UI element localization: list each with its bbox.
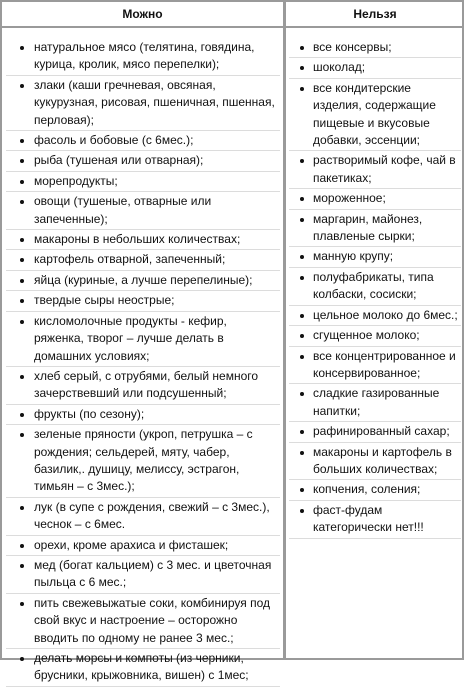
- allowed-item: макароны в небольших количествах;: [6, 230, 280, 250]
- forbidden-item: сладкие газированные напитки;: [289, 384, 461, 422]
- allowed-item: картофель отварной, запеченный;: [6, 250, 280, 270]
- header-divider: [2, 26, 462, 28]
- allowed-item: орехи, кроме арахиса и фисташек;: [6, 536, 280, 556]
- allowed-item: зеленые пряности (укроп, петрушка – с рождения; сельдерей, мяту, чабер, базилик,. душицу, мелиссу, эстрагон, тимьян – с 3мес.);: [6, 425, 280, 498]
- allowed-item: хлеб серый, с отрубями, белый немного зачерствевший или подсушенный;: [6, 367, 280, 405]
- allowed-item: фасоль и бобовые (с 6мес.);: [6, 131, 280, 151]
- allowed-item: яйца (куриные, а лучше перепелиные);: [6, 271, 280, 291]
- header-allowed: Можно: [122, 7, 163, 21]
- forbidden-item: полуфабрикаты, типа колбаски, сосиски;: [289, 268, 461, 306]
- forbidden-item: фаст-фудам категорически нет!!!: [289, 501, 461, 539]
- forbidden-item: макароны и картофель в больших количествах;: [289, 443, 461, 481]
- allowed-item: злаки (каши гречневая, овсяная, кукурузная, рисовая, пшеничная, пшенная, перловая);: [6, 76, 280, 131]
- allowed-item: мед (богат кальцием) с 3 мес. и цветочная пыльца с 6 мес.;: [6, 556, 280, 594]
- forbidden-item: маргарин, майонез, плавленые сырки;: [289, 210, 461, 248]
- forbidden-item: растворимый кофе, чай в пакетиках;: [289, 151, 461, 189]
- allowed-item: пить свежевыжатые соки, комбинируя под свой вкус и настроение – осторожно вводить по одному не ранее 3 мес.;: [6, 594, 280, 649]
- forbidden-item: рафинированный сахар;: [289, 422, 461, 442]
- allowed-list: [6, 38, 280, 687]
- forbidden-list: [289, 38, 461, 539]
- allowed-item: лук (в супе с рождения, свежий – с 3мес.), чеснок – с 6мес.: [6, 498, 280, 536]
- forbidden-item: мороженное;: [289, 189, 461, 209]
- forbidden-item: все кондитерские изделия, содержащие пищевые и вкусовые добавки, эссенции;: [289, 79, 461, 152]
- allowed-item: твердые сыры неострые;: [6, 291, 280, 311]
- forbidden-item: копчения, соления;: [289, 480, 461, 500]
- allowed-item: фрукты (по сезону);: [6, 405, 280, 425]
- allowed-item: делать морсы и компоты (из черники, брусники, крыжовника, вишен) с 1мес;: [6, 649, 280, 687]
- forbidden-item: сгущенное молоко;: [289, 326, 461, 346]
- forbidden-item: цельное молоко до 6мес.;: [289, 306, 461, 326]
- forbidden-item: все консервы;: [289, 38, 461, 58]
- header-forbidden: Нельзя: [353, 7, 397, 21]
- allowed-item: натуральное мясо (телятина, говядина, курица, кролик, мясо перепелки);: [6, 38, 280, 76]
- forbidden-item: манную крупу;: [289, 247, 461, 267]
- allowed-item: рыба (тушеная или отварная);: [6, 151, 280, 171]
- column-divider: [283, 2, 286, 658]
- allowed-item: овощи (тушеные, отварные или запеченные);: [6, 192, 280, 230]
- forbidden-item: все концентрированное и консервированное;: [289, 347, 461, 385]
- forbidden-item: шоколад;: [289, 58, 461, 78]
- allowed-item: кисломолочные продукты - кефир, ряженка, творог – лучше делать в домашних условиях;: [6, 312, 280, 367]
- allowed-item: морепродукты;: [6, 172, 280, 192]
